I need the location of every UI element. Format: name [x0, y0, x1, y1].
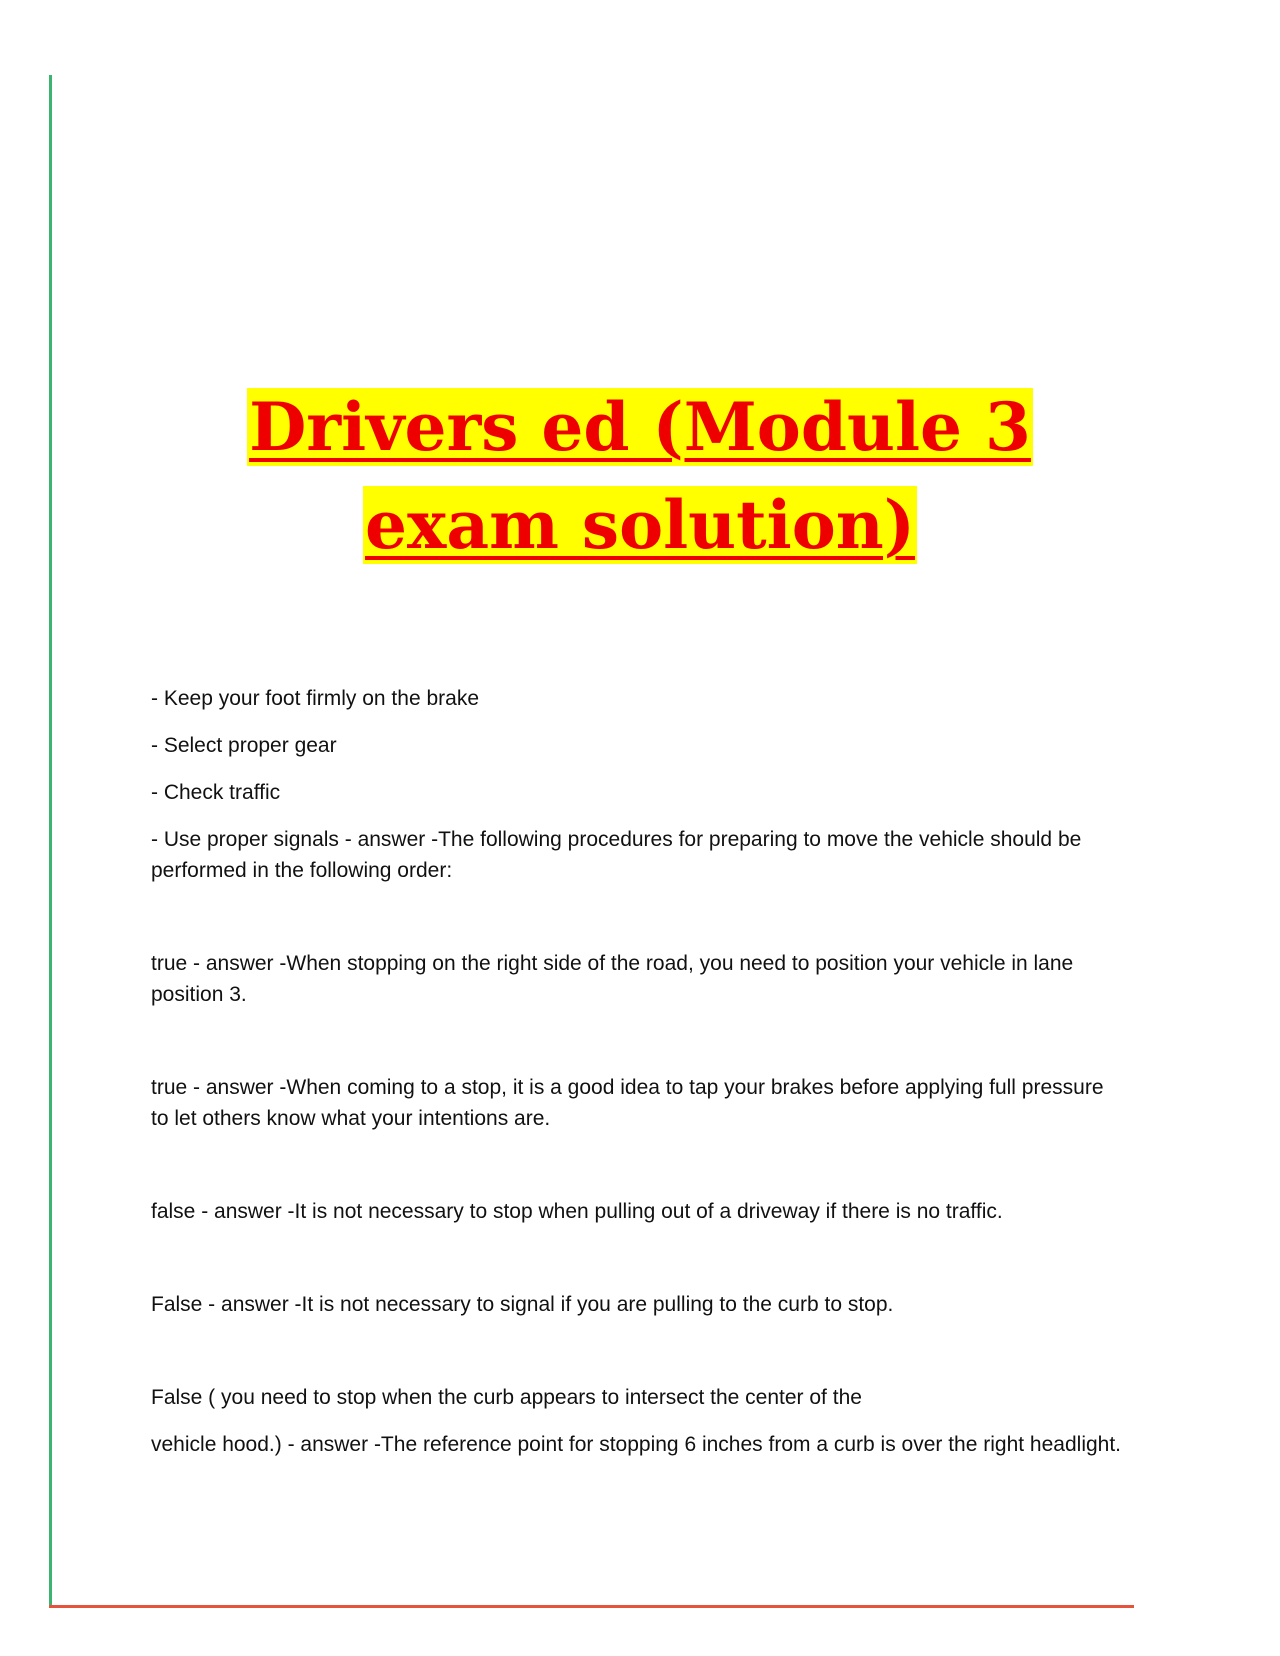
title-line-2: exam solution)	[365, 486, 915, 564]
answer-item: False ( you need to stop when the curb appears to intersect the center of the	[151, 1386, 862, 1409]
answer-item: False - answer -It is not necessary to signal if you are pulling to the curb to stop.	[151, 1293, 894, 1316]
document-body	[151, 683, 1126, 1476]
answer-item: false - answer -It is not necessary to stop when pulling out of a driveway if there is no traffic.	[151, 1200, 1003, 1223]
left-border-line	[49, 75, 52, 1607]
answer-item: true - answer -When stopping on the right side of the road, you need to position your vehicle in lane position 3.	[151, 952, 1074, 1006]
answer-item: true - answer -When coming to a stop, it is a good idea to tap your brakes before applying full pressure to let others know what your intentions are.	[151, 1076, 1104, 1130]
answer-item: - Keep your foot firmly on the brake	[151, 687, 479, 710]
answer-item: - Check traffic	[151, 781, 281, 804]
answer-item: vehicle hood.) - answer -The reference point for stopping 6 inches from a curb is over the right headlight.	[151, 1433, 1122, 1456]
document-title	[0, 378, 1280, 574]
bottom-border-line	[49, 1605, 1134, 1608]
answer-item: - Use proper signals - answer -The following procedures for preparing to move the vehicle should be performed in the following order:	[151, 828, 1082, 882]
answer-item: - Select proper gear	[151, 734, 337, 757]
title-line-1: Drivers ed (Module 3	[249, 388, 1031, 466]
